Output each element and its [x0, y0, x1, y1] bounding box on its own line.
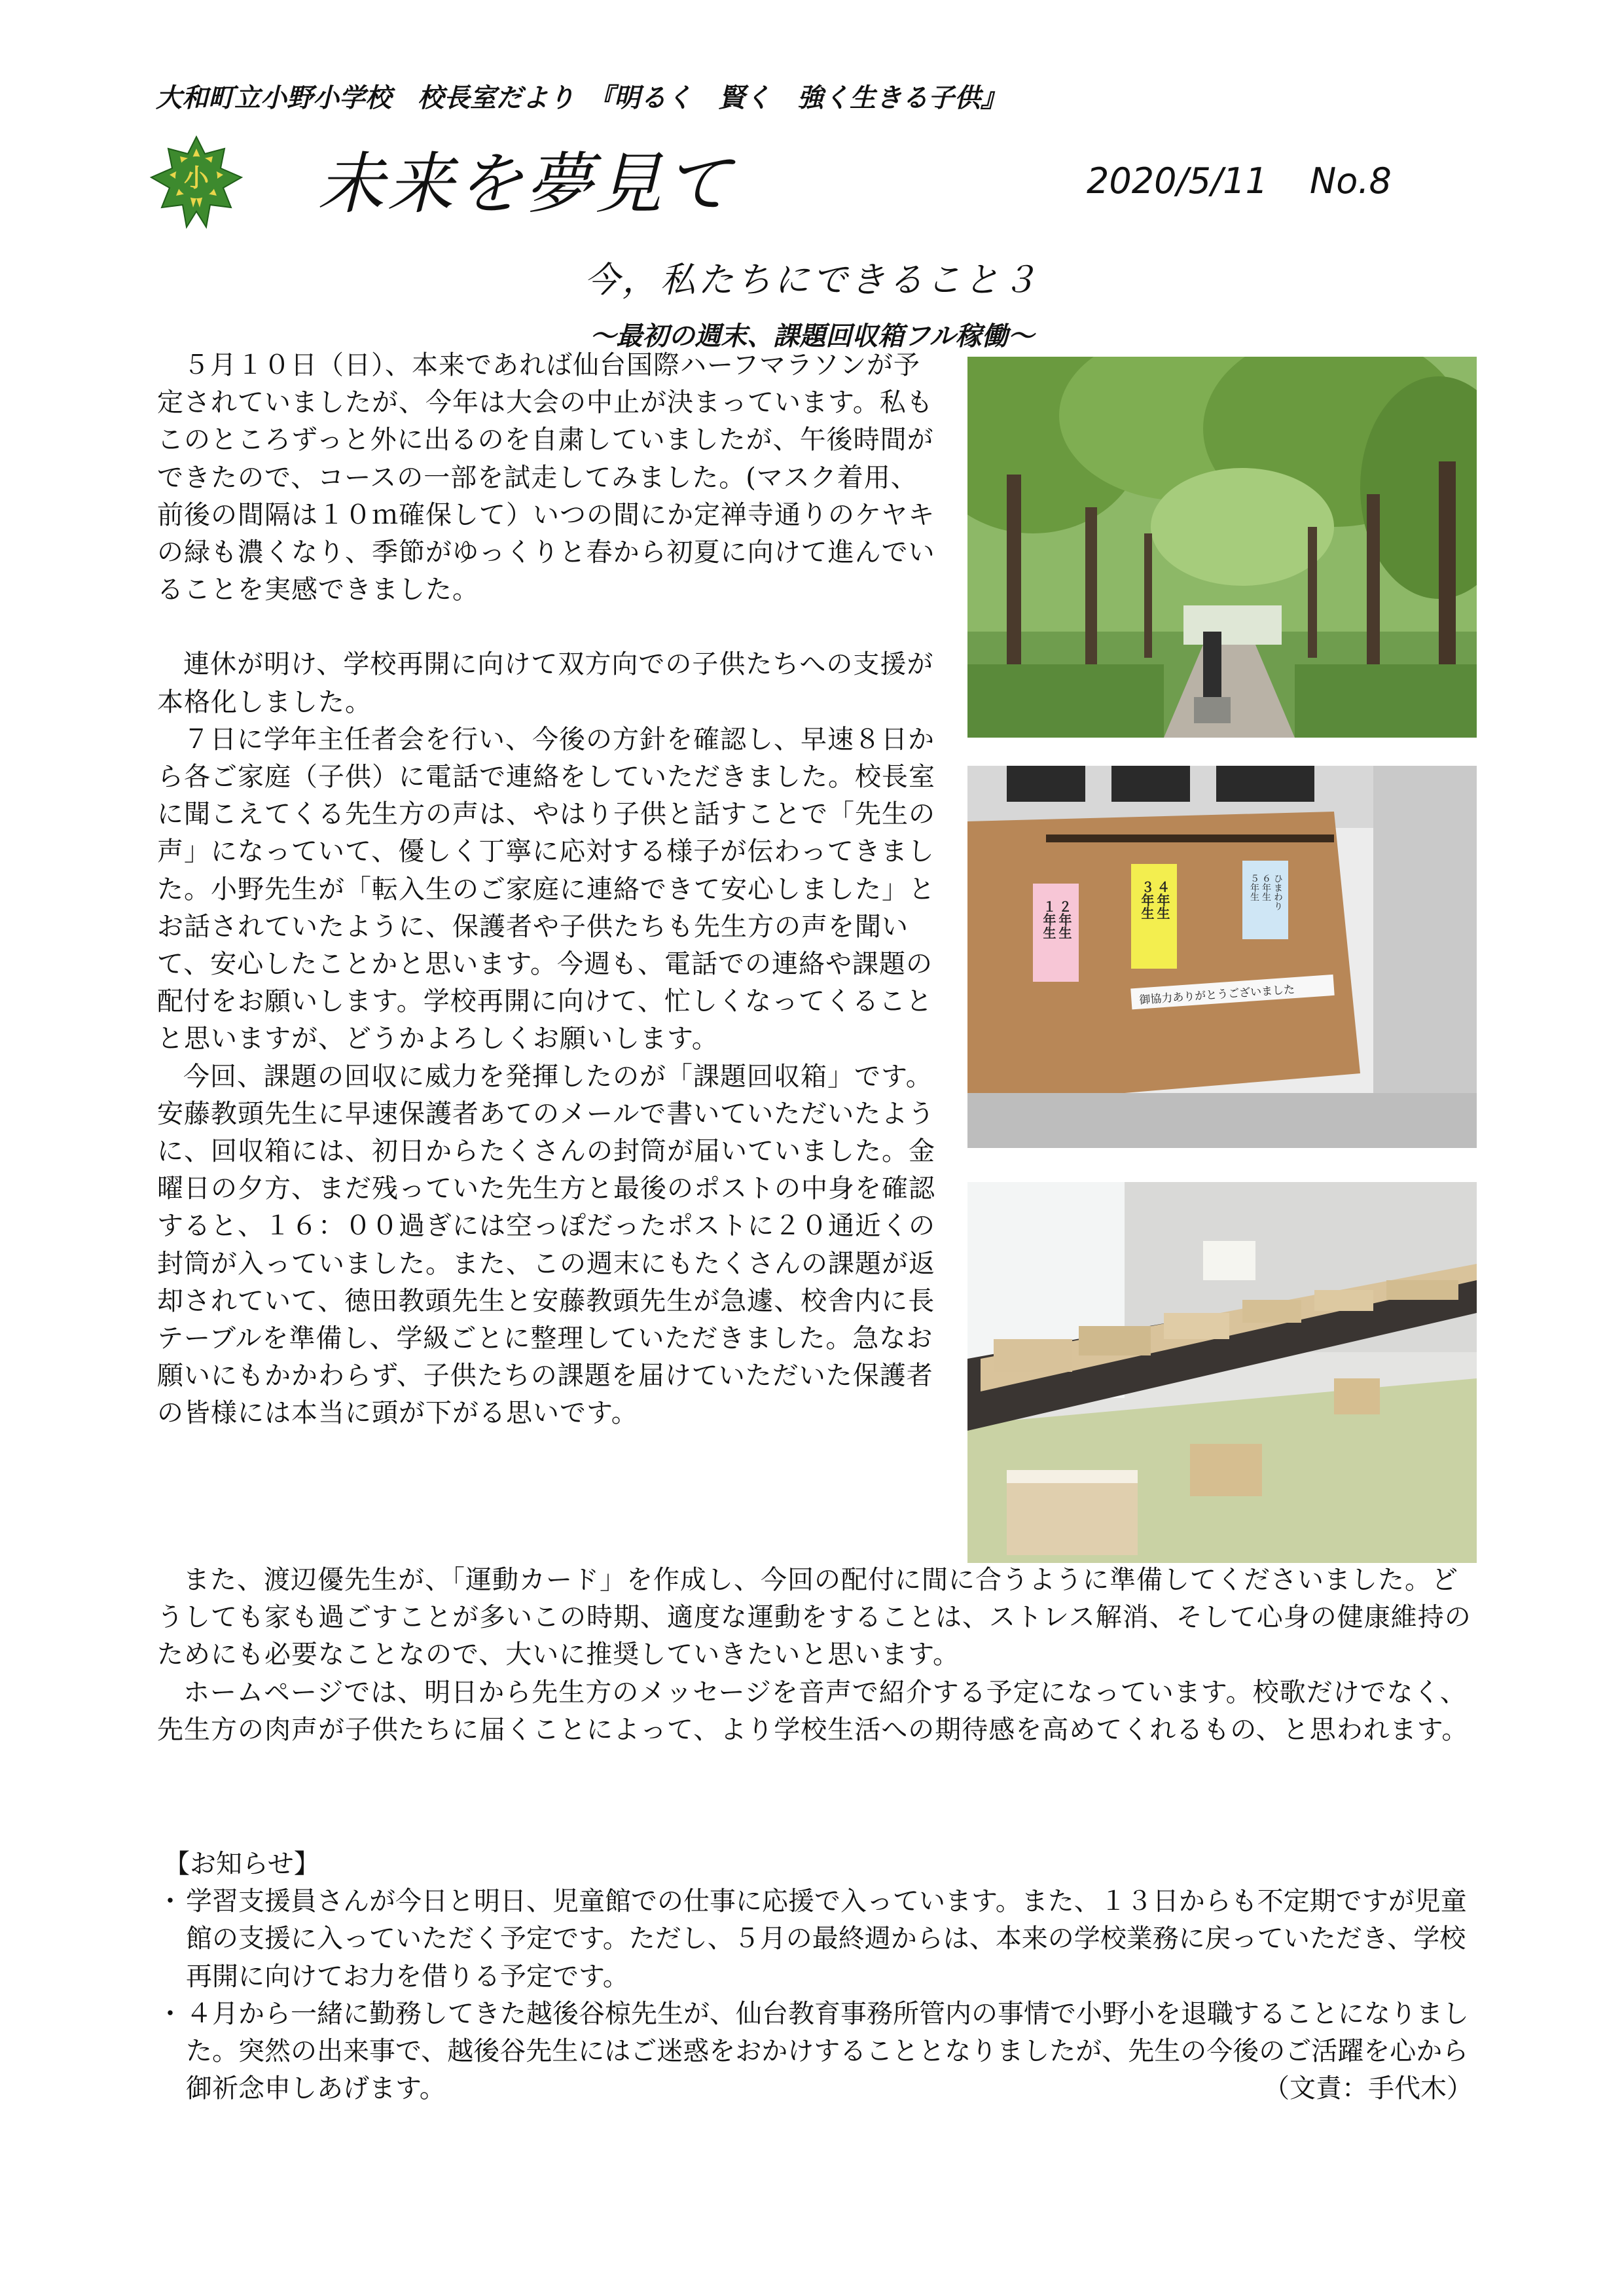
paragraph-exercise-card: また、渡辺優先生が、「運動カード」を作成し、今回の配付に間に合うように準備してくださいました。どうしても家も過ごすことが多いこの時期、適度な運動をすることは、ストレス解消、そして心身の健康維持のためにも必要なことなので、大いに推奨していきたいと思います。 [157, 1565, 1471, 1670]
article-column [157, 347, 940, 1433]
school-name: 大和町立小野小学校 [156, 83, 391, 113]
bullet-mark: ・ [157, 1886, 183, 1917]
signature: （文責：手代木） [1263, 2073, 1473, 2104]
article-title: 今，私たちにできること３ [584, 259, 1040, 300]
bullet-mark: ・ [157, 1998, 183, 2029]
sign-grade4: ４年生 [1155, 880, 1170, 920]
newsletter-name: 校長室だより [418, 83, 575, 113]
notice-item: ・ ４月から一緒に勤務してきた越後谷椋先生が、仙台教育事務所管内の事情で小野小を退職することになりました。突然の出来事で、越後谷先生にはご迷惑をおかけすることとなりましたが、先生の今後のご活躍を心から御祈念申しあげます。 （文責：手代木） [157, 1996, 1479, 2108]
school-motto: 『明るく 賢く 強く生きる子供』 [601, 83, 1007, 113]
sign-grade6: ６年生 [1261, 874, 1271, 901]
sign-himawari: ひまわり [1272, 874, 1283, 910]
sign-grade5: ５年生 [1249, 874, 1259, 901]
photo-zelkova-avenue [967, 357, 1477, 738]
notice-heading: 【お知らせ】 [164, 1849, 320, 1879]
sign-thanks: 御協力ありがとうございました [1138, 983, 1295, 1007]
notice-section [157, 1846, 1479, 2108]
issue-date: 2020/5/11 [1087, 160, 1268, 202]
notice-item: ・ 学習支援員さんが今日と明日、児童館での仕事に応援で入っています。また、１３日からも不定期ですが児童館の支援に入っていただく予定です。ただし、５月の最終週からは、本来の学校業務に戻っていただき、学校再開に向けてお力を借りる予定です。 [157, 1883, 1479, 1996]
photo-envelope-table [967, 1182, 1477, 1563]
sign-grade3: ３年生 [1139, 880, 1155, 920]
newsletter-title: 未来を夢見て [317, 145, 734, 223]
school-emblem-logo [147, 134, 245, 232]
paragraph-homepage: ホームページでは、明日から先生方のメッセージを音声で紹介する予定になっています。校歌だけでなく、先生方の肉声が子供たちに届くことによって、より学校生活への期待感を高めてくれるもの、と思われます。 [157, 1677, 1469, 1745]
issue-info [1087, 160, 1392, 202]
newsletter-header [156, 77, 1007, 115]
emblem-character: 小 [183, 164, 209, 192]
sign-grade2: ２年生 [1056, 900, 1072, 939]
paragraph-support: 連休が明け、学校再開に向けて双方向での子供たちへの支援が本格化しました。 [157, 649, 934, 717]
article-wide-text [157, 1562, 1473, 1749]
photo-collection-box [967, 766, 1477, 1148]
paragraph-marathon: ５月１０日（日）、本来であれば仙台国際ハーフマラソンが予定されていましたが、今年は大会の中止が決まっています。私もこのところずっと外に出るのを自粛していましたが、午後時間ができたので、コースの一部を試走してみました。(マスク着用、前後の間隔は１０ｍ確保して）いつの間にか定禅寺通りのケヤキの緑も濃くなり、季節がゆっくりと春から初夏に向けて進んでいることを実感できました。 [157, 350, 935, 605]
article-subtitle: ～最初の週末、課題回収箱フル稼働～ [590, 321, 1034, 351]
issue-number: No.8 [1309, 160, 1392, 202]
sign-grade1: １年生 [1041, 900, 1056, 939]
paragraph-collection-box: 今回、課題の回収に威力を発揮したのが「課題回収箱」です。安藤教頭先生に早速保護者あてのメールで書いていただいたように、回収箱には、初日からたくさんの封筒が届いていました。金曜日の夕方、まだ残っていた先生方と最後のポストの中身を確認すると、１６：００過ぎには空っぽだったポストに２０通近くの封筒が入っていました。また、この週末にもたくさんの課題が返却されていて、徳田教頭先生と安藤教頭先生が急遽、校舎内に長テーブルを準備し、学級ごとに整理していただきました。急なお願いにもかかわらず、子供たちの課題を届けていただいた保護者の皆様には本当に頭が下がる思いです。 [157, 1061, 935, 1429]
paragraph-phone-calls: ７日に学年主任者会を行い、今後の方針を確認し、早速８日から各ご家庭（子供）に電話で連絡をしていただきました。校長室に聞こえてくる先生方の声は、やはり子供と話すことで「先生の声」になっていて、優しく丁寧に応対する様子が伝わってきました。小野先生が「転入生のご家庭に連絡できて安心しました」とお話されていたように、保護者や子供たちも先生方の声を聞いて、安心したことかと思います。今週も、電話での連絡や課題の配付をお願いします。学校再開に向けて、忙しくなってくることと思いますが、どうかよろしくお願いします。 [157, 724, 935, 1054]
